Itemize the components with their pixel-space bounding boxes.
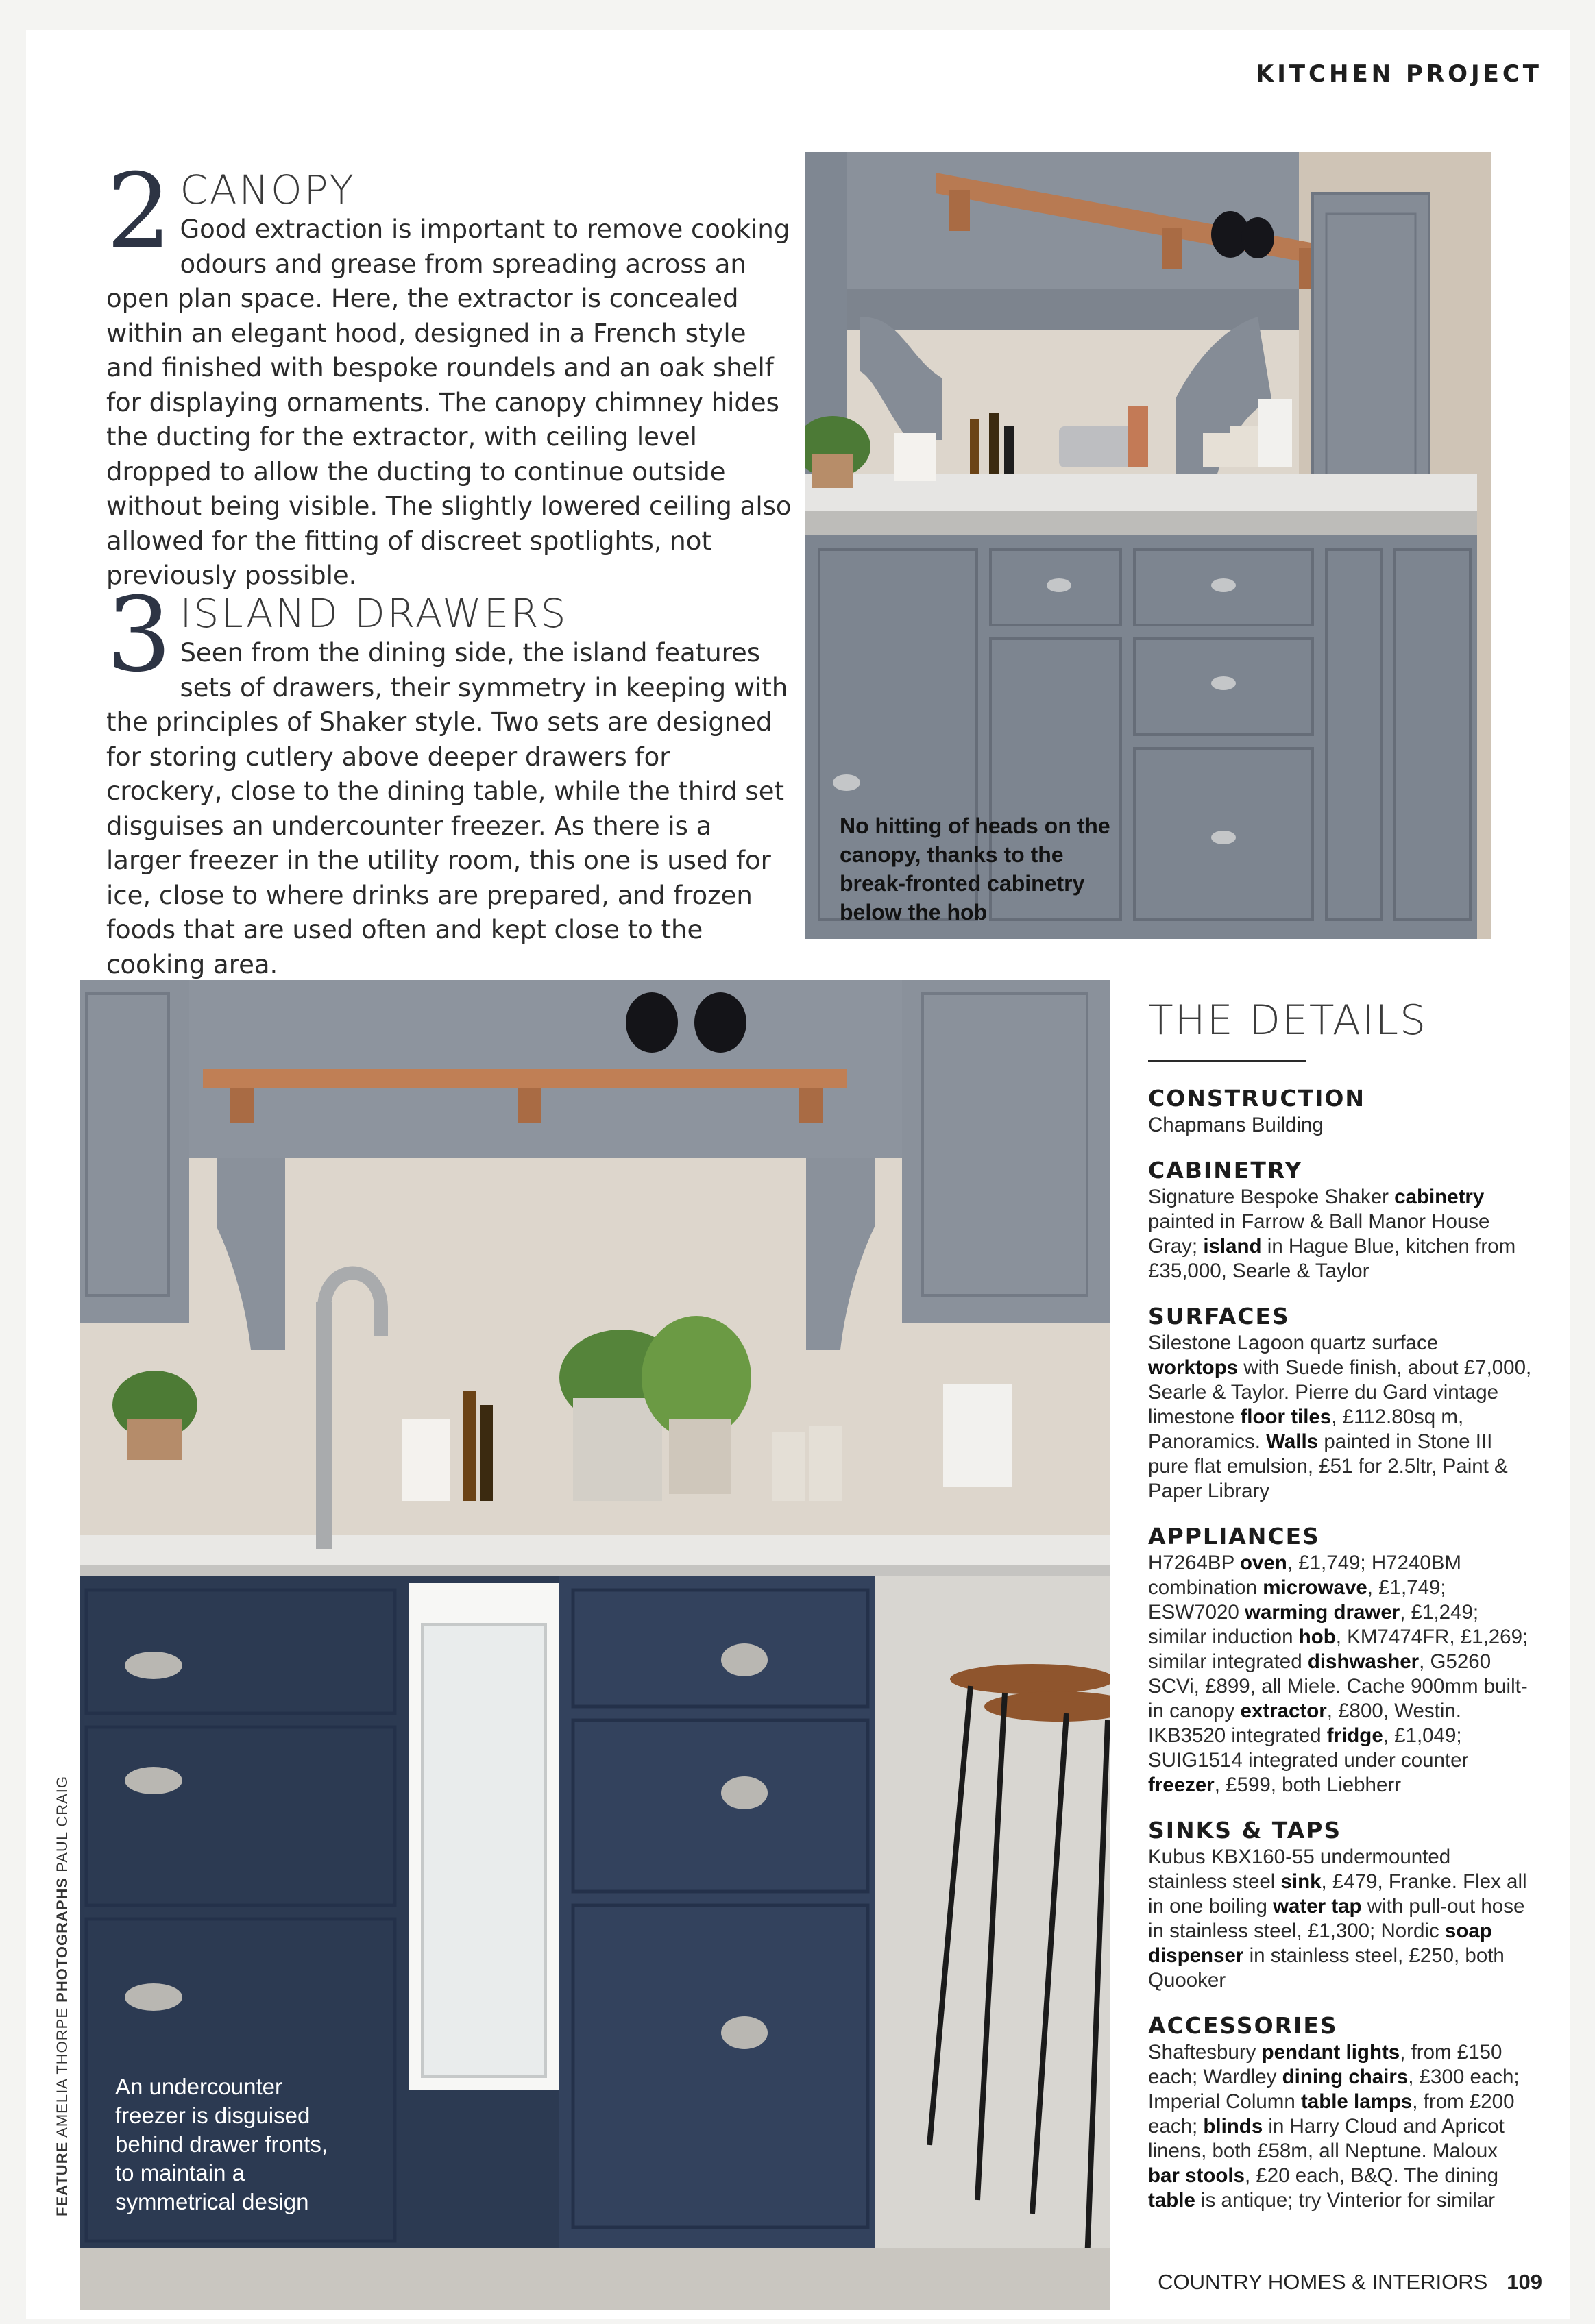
surfaces-text: Silestone Lagoon quartz surface worktops with Suede finish, about £7,000, Searle & Taylor. Pierre du Gard vintage limestone floor tiles, £112.80sq m, Panoramics. Walls painted in Stone III pure flat emulsion, £51 for 2.5ltr, Paint & Paper Library [1148,1332,1532,1502]
magazine-name: COUNTRY HOMES & INTERIORS [1158,2270,1488,2294]
details-divider [1148,1060,1306,1062]
appliances-heading: APPLIANCES [1148,1523,1320,1550]
details-column [1148,996,1532,2232]
construction-heading: CONSTRUCTION [1148,1085,1366,1112]
construction-text: Chapmans Building [1148,1114,1324,1136]
page-number: 109 [1507,2270,1542,2294]
canopy-photo-caption: No hitting of heads on the canopy, thanks to the break-fronted cabinetry below the hob [840,814,1110,925]
cabinetry-text: Signature Bespoke Shaker cabinetry painted in Farrow & Ball Manor House Gray; island in Hague Blue, kitchen from £35,000, Searle & Taylor [1148,1186,1516,1282]
accessories-text: Shaftesbury pendant lights, from £150 each; Wardley dining chairs, £300 each; Imperial Column table lamps, from £200 each; blinds in Harry Cloud and Apricot linens, both £58m, all Neptune. Maloux bar stools, £20 each, B&Q. The dining table is antique; try Vinterior for similar [1148,2041,1520,2212]
canopy-body: Good extraction is important to remove cooking odours and grease from spreading across an open plan space. Here, the extractor is concealed within an elegant hood, designed in a French style and finished with bespoke roundels and an oak shelf for displaying ornaments. The canopy chimney hides the ducting for the extractor, with ceiling level dropped to allow the ducting to continue outside without being visible. The slightly lowered ceiling also allowed for the fitting of discreet spotlights, not previously possible. [106,215,792,590]
cabinetry-heading: CABINETRY [1148,1157,1303,1184]
island-title: ISLAND DRAWERS [180,590,568,637]
island-photo-caption: An undercounter freezer is disguised behind drawer fronts, to maintain a symmetrical design [115,2074,328,2214]
island-body: Seen from the dining side, the island features sets of drawers, their symmetry in keeping with the principles of Shaker style. Two sets are designed for storing cutlery above deeper drawers for crockery, close to the dining table, while the third set disguises an undercounter freezer. As there is a larger freezer in the utility room, this one is used for ice, close to where drinks are prepared, and frozen foods that are used often and kept close to the cooking area. [106,638,788,979]
island-number: 3 [106,576,172,695]
canopy-article [106,152,792,594]
surfaces-heading: SURFACES [1148,1303,1290,1330]
page-footer [1158,2270,1542,2295]
sinks-taps-text: Kubus KBX160-55 undermounted stainless steel sink, £479, Franke. Flex all in one boiling water tap with pull-out hose in stainless steel, £1,300; Nordic soap dispenser in stainless steel, £250, both Quooker [1148,1846,1527,1992]
magazine-page [26,30,1570,2319]
details-title: THE DETAILS [1148,996,1428,1044]
accessories-heading: ACCESSORIES [1148,2012,1338,2039]
photo-credit: FEATURE AMELIA THORPE PHOTOGRAPHS PAUL CRAIG [53,1775,71,2216]
sinks-taps-heading: SINKS & TAPS [1148,1817,1342,1844]
appliances-text: H7264BP oven, £1,749; H7240BM combination microwave, £1,749; ESW7020 warming drawer, £1,249; similar induction hob, KM7474FR, £1,269; similar integrated dishwasher, G5260 SCVi, £899, all Miele. Cache 900mm built-in canopy extractor, £800, Westin. IKB3520 integrated fridge, £1,049; SUIG1514 integrated under counter freezer, £599, both Liebherr [1148,1552,1529,1796]
island-photo [80,980,1110,2310]
canopy-photo [805,152,1491,939]
canopy-number: 2 [106,152,172,271]
island-article [106,576,792,982]
canopy-title: CANOPY [180,167,356,213]
section-label: KITCHEN PROJECT [1255,60,1542,88]
